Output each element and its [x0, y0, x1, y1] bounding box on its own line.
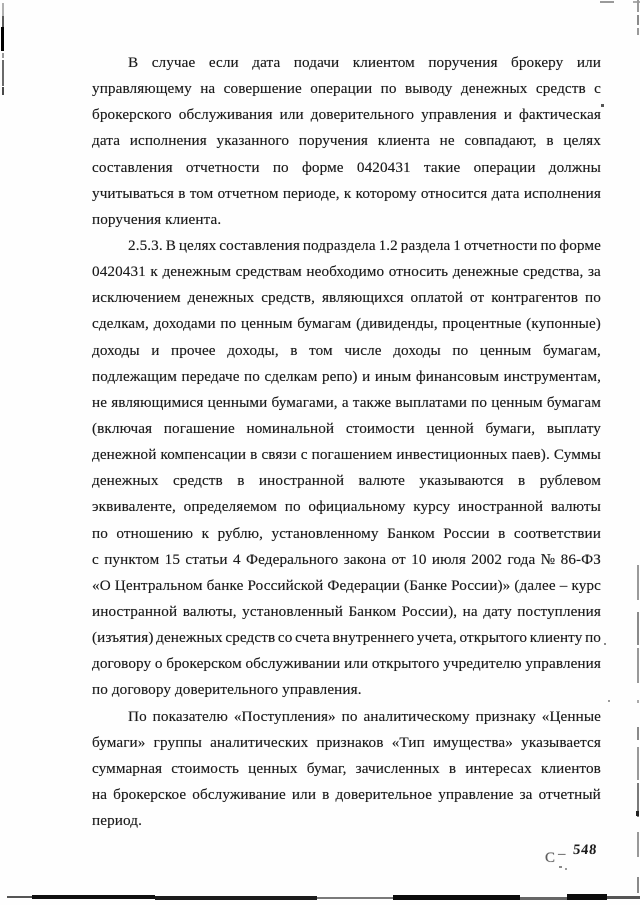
text-line: брокерского обслуживания или доверительного управления и фактическая [92, 106, 601, 124]
scan-artifact-right-edge [637, 565, 639, 600]
text-line: управляющему на совершение операции по выводу денежных средств с [92, 80, 601, 98]
scan-artifact-right-edge [637, 15, 639, 25]
page-number-dash: – [558, 846, 566, 862]
scan-speck [604, 643, 606, 645]
text-line: бумаги» группы аналитических признаков «Тип имущества» указывается [92, 733, 601, 751]
scan-artifact-bottom-band [7, 896, 32, 898]
text-line: поручения клиента. [92, 210, 222, 228]
page-number-prefix: С [545, 850, 556, 866]
text-line: денежной компенсации в связи с погашением инвестиционных паев). Суммы [92, 446, 601, 464]
text-line: суммарная стоимость ценных бумаг, зачисленных в интересах клиентов [92, 759, 601, 777]
text-line: период. [92, 812, 142, 830]
text-line: По показателю «Поступления» по аналитическому признаку «Ценные [128, 707, 601, 725]
scan-artifact-left-edge [2, 53, 4, 58]
text-line: (изъятия) денежных средств со счета внутреннего учета, открытого клиенту по [92, 629, 601, 647]
text-line: договору о брокерском обслуживании или открытого учредителю управления [92, 655, 601, 673]
scan-artifact-right-edge [637, 747, 639, 780]
text-line: доходы и прочее доходы, в том числе доходы по ценным бумагам, [92, 341, 601, 359]
scan-speck [601, 104, 604, 107]
scan-artifact-left-edge [1, 27, 4, 51]
scan-speck [565, 868, 567, 870]
text-line: «О Центральном банке Российской Федерации (Банке России)» (далее – курс [92, 576, 601, 594]
scan-artifact-bottom-band [393, 895, 520, 900]
scan-artifact-left-edge [2, 60, 4, 86]
scan-artifact-right-edge [637, 700, 639, 703]
text-line: иностранной валюты, установленный Банком России), на дату поступления [92, 602, 601, 620]
text-line: эквиваленте, определяемом по официальному курсу иностранной валюты [92, 498, 601, 516]
scan-artifact-right-edge [637, 28, 639, 35]
scan-artifact-bottom-band [520, 897, 567, 900]
scan-speck [559, 866, 562, 868]
text-line: денежных средств в иностранной валюте указываются в рублевом [92, 472, 601, 490]
scan-artifact-bottom-band [32, 895, 155, 899]
page-number [543, 840, 618, 872]
text-line: исключением денежных средств, являющихся оплатой от контрагентов по [92, 289, 601, 307]
text-line: В случае если дата подачи клиентом поручения брокеру или [128, 54, 601, 71]
scan-artifact-right-edge [636, 811, 639, 816]
text-line: сделкам, доходами по ценным бумагам (дивиденды, процентные (купонные) [92, 315, 601, 333]
text-line: по договору доверительного управления. [92, 681, 362, 699]
text-line: (включая погашение номинальной стоимости ценной бумаги, выплату [92, 419, 601, 437]
text-line: подлежащим передаче по сделкам репо) и иным финансовым инструментам, [92, 367, 601, 385]
scan-artifact-right-edge [637, 832, 639, 857]
page-number-value: 548 [572, 842, 598, 858]
scan-artifact-left-edge [2, 3, 4, 16]
text-line: 2.5.3. В целях составления подраздела 1.2 раздела 1 отчетности по форме [128, 236, 601, 254]
scan-artifact-bottom-band [317, 897, 393, 899]
scan-artifact-right-edge [637, 612, 639, 645]
text-line: дата исполнения указанного поручения клиента не совпадают, в целях [92, 132, 601, 150]
scan-artifact-right-edge [637, 648, 639, 683]
scan-artifact-left-edge [2, 87, 4, 95]
document-body [92, 50, 601, 834]
text-line: составления отчетности по форме 0420431 такие операции должны [92, 158, 601, 176]
scan-artifact-right-edge [637, 727, 639, 740]
scan-artifact-right-edge [637, 0, 639, 12]
text-line: учитываться в том отчетном периоде, к которому относится дата исполнения [92, 184, 601, 202]
scan-artifact-right-edge [637, 877, 639, 893]
scan-artifact-left-edge [2, 16, 4, 27]
scan-speck [608, 700, 610, 702]
text-line: по отношению к рублю, установленному Банком России в соответствии [92, 524, 601, 542]
scan-artifact-bottom-band [567, 894, 607, 900]
scan-artifact-bottom-band [607, 896, 640, 899]
text-line: 0420431 к денежным средствам необходимо относить денежные средства, за [92, 263, 601, 281]
scan-artifact-bottom-band [155, 896, 317, 900]
text-line: с пунктом 15 статьи 4 Федерального закона от 10 июля 2002 года № 86-ФЗ [92, 550, 601, 568]
scan-artifact-top-edge [600, 1, 614, 3]
text-line: на брокерское обслуживание или в доверительное управление за отчетный [92, 785, 601, 803]
text-line: не являющимися ценными бумагами, а также выплатами по ценным бумагам [92, 393, 601, 411]
